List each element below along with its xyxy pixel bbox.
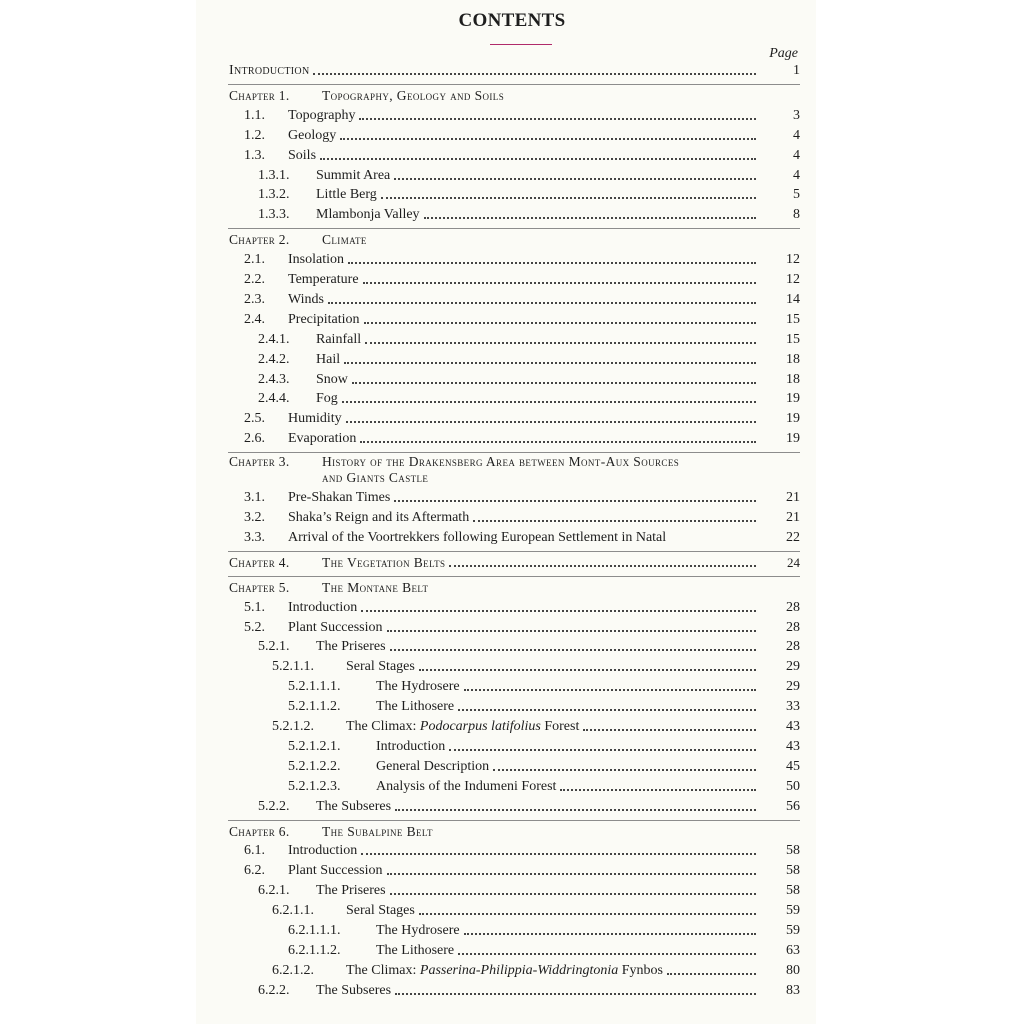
section-title: Hail — [316, 351, 341, 367]
toc-entry-row — [258, 980, 800, 1000]
toc-chapter-row — [229, 577, 800, 597]
page-number: 14 — [786, 291, 800, 307]
chapter-number: Chapter 4. — [229, 554, 290, 570]
chapter-number: Chapter 2. — [229, 232, 290, 248]
page-number: 5 — [793, 187, 800, 203]
section-title: The Priseres — [316, 639, 386, 655]
page-number: 8 — [793, 207, 800, 223]
section-number: 5.2.1.2.3. — [288, 778, 341, 794]
page-number: 56 — [786, 798, 800, 814]
section-title: Pre-Shakan Times — [288, 490, 391, 506]
chapter-number: Chapter 3. — [229, 454, 290, 470]
toc-entry-row — [258, 388, 800, 408]
dot-leader — [365, 342, 756, 344]
chapter-title-continued: and Giants Castle — [322, 470, 429, 486]
section-title: Introduction — [288, 843, 358, 859]
toc-chapter-row — [229, 229, 800, 249]
section-title: Rainfall — [316, 331, 362, 347]
page-number: 1 — [793, 63, 800, 78]
dot-leader — [395, 993, 756, 995]
page-number: 15 — [786, 331, 800, 347]
section-number: 5.2.1.1.1. — [288, 679, 341, 695]
toc-entry-row — [244, 145, 800, 165]
page-number: 19 — [786, 391, 800, 407]
chapter-title: The Montane Belt — [322, 579, 429, 595]
section-number: 2.4.4. — [258, 391, 290, 407]
section-title-species: Podocarpus latifolius — [419, 719, 541, 734]
chapter-number: Chapter 5. — [229, 579, 290, 595]
section-number: 1.3.3. — [258, 207, 290, 223]
page-number: 29 — [786, 679, 800, 695]
toc-entry-row — [244, 860, 800, 880]
dot-leader — [390, 649, 756, 651]
toc-entry-row — [258, 184, 800, 204]
toc-entry-row — [244, 597, 800, 617]
dot-leader — [493, 769, 756, 771]
page-number: 21 — [786, 490, 800, 506]
page-number: 43 — [786, 719, 800, 734]
section-title: Plant Succession — [288, 619, 383, 635]
section-title-species: Passerina-Philippia-Widdringtonia — [419, 962, 619, 978]
section-number: 2.3. — [244, 291, 265, 307]
page-number: 18 — [786, 371, 800, 387]
toc-entry-row — [258, 204, 800, 224]
toc-chapter-row — [229, 85, 800, 105]
toc-chapter-row — [229, 821, 800, 841]
page-number: 4 — [793, 127, 800, 143]
page-number: 58 — [786, 883, 800, 899]
toc-entry-row — [244, 617, 800, 637]
dot-leader — [348, 262, 756, 264]
toc-entry-row — [244, 249, 800, 269]
dot-leader — [320, 158, 756, 160]
page-title: CONTENTS — [458, 10, 566, 31]
dot-leader — [667, 973, 756, 975]
section-number: 5.2.2. — [258, 798, 290, 814]
toc-entry-row — [244, 428, 800, 448]
toc-entry-row — [288, 920, 800, 940]
dot-leader — [387, 873, 757, 875]
section-title: Seral Stages — [346, 903, 415, 919]
section-title: Soils — [288, 147, 317, 163]
toc-entry-row — [244, 269, 800, 289]
chapter-title: The Subalpine Belt — [322, 823, 433, 839]
dot-leader — [473, 520, 756, 522]
dot-leader — [313, 73, 756, 75]
dot-leader — [328, 302, 756, 304]
section-number: 3.3. — [244, 529, 265, 545]
section-number: 5.2.1. — [258, 639, 290, 655]
section-title: Winds — [288, 291, 324, 307]
section-title: The Hydrosere — [376, 923, 460, 938]
section-title: Shaka’s Reign and its Aftermath — [288, 510, 470, 525]
section-number: 2.4. — [244, 311, 265, 327]
toc-chapter-row — [229, 453, 800, 487]
section-title — [346, 962, 663, 980]
section-title: The Lithosere — [376, 699, 455, 715]
toc-entry-row — [244, 105, 800, 125]
section-number: 5.2.1.2.2. — [288, 758, 341, 774]
section-number: 1.3. — [244, 147, 265, 163]
section-number: 2.5. — [244, 411, 265, 427]
dot-leader — [394, 500, 756, 502]
dot-leader — [449, 749, 756, 751]
page-number: 4 — [793, 167, 800, 183]
page-number: 50 — [786, 778, 800, 794]
section-title: The Priseres — [316, 883, 386, 899]
page-number: 15 — [786, 311, 800, 327]
section-title: Plant Succession — [288, 863, 383, 879]
section-number: 5.2. — [244, 619, 265, 635]
page-number: 24 — [787, 554, 800, 570]
toc-entry-row — [258, 165, 800, 185]
page-number: 83 — [786, 982, 800, 998]
section-title: The Subseres — [316, 982, 392, 998]
section-number: 5.2.1.1.2. — [288, 699, 341, 715]
toc-entry-row — [288, 940, 800, 960]
chapter-title: Topography, Geology and Soils — [322, 87, 505, 103]
page-number: 19 — [786, 431, 800, 447]
section-title: Geology — [288, 127, 337, 143]
chapter-title: Climate — [322, 232, 367, 248]
section-title: Temperature — [288, 272, 359, 287]
dot-leader — [344, 362, 756, 364]
section-number: 3.2. — [244, 510, 265, 525]
page-number: 80 — [786, 962, 800, 978]
page-number: 45 — [786, 758, 800, 774]
page-number: 19 — [786, 411, 800, 427]
section-title: Precipitation — [288, 311, 360, 327]
page-column-header: Page — [769, 46, 798, 61]
page-number: 22 — [786, 529, 800, 545]
toc-entry-row — [272, 716, 800, 736]
section-number: 2.2. — [244, 272, 265, 287]
section-number: 5.2.1.1. — [272, 659, 314, 675]
section-number: 6.2.2. — [258, 982, 290, 998]
section-title: Arrival of the Voortrekkers following European Settlement in Natal — [288, 529, 667, 545]
page-number: 28 — [786, 619, 800, 635]
toc-entry-row — [244, 289, 800, 309]
section-title: Evaporation — [288, 431, 357, 447]
toc-entry-row — [244, 309, 800, 329]
page-number: 29 — [786, 659, 800, 675]
dot-leader — [390, 893, 756, 895]
page-number: 3 — [793, 107, 800, 123]
section-number: 2.1. — [244, 252, 265, 268]
section-number: 5.2.1.2.1. — [288, 738, 341, 754]
dot-leader — [352, 382, 756, 384]
toc-entry-row — [244, 507, 800, 527]
toc-entry-row — [288, 776, 800, 796]
dot-leader — [464, 933, 756, 935]
toc-chapter-row — [229, 552, 800, 572]
section-title: Seral Stages — [346, 659, 415, 675]
toc-entry-row — [272, 656, 800, 676]
page-number: 4 — [793, 147, 800, 163]
page-number: 59 — [786, 903, 800, 919]
chapter-title: History of the Drakensberg Area between Mont-Aux Sources — [322, 454, 680, 470]
toc-entry-row — [244, 487, 800, 507]
toc-entry-row — [258, 329, 800, 349]
section-title: Little Berg — [316, 187, 377, 203]
section-title: Mlambonja Valley — [316, 207, 420, 223]
section-title-prefix: The Climax: — [346, 962, 420, 978]
section-number: 1.3.1. — [258, 167, 290, 183]
dot-leader — [458, 953, 756, 955]
section-title: The Lithosere — [376, 942, 455, 958]
dot-leader — [360, 441, 756, 443]
page-number: 58 — [786, 843, 800, 859]
chapter-number: Chapter 6. — [229, 823, 290, 839]
section-title-suffix: Forest — [540, 719, 580, 734]
section-number: 6.2.1. — [258, 883, 290, 899]
chapter-number: Chapter 1. — [229, 87, 290, 103]
dot-leader — [458, 709, 756, 711]
page-number: 12 — [786, 252, 800, 268]
page-number: 28 — [786, 599, 800, 615]
page-number: 18 — [786, 351, 800, 367]
dot-leader — [361, 853, 756, 855]
toc-entry-row — [288, 696, 800, 716]
dot-leader — [361, 610, 756, 612]
page-number: 21 — [786, 510, 800, 525]
dot-leader — [363, 282, 756, 284]
page-number: 28 — [786, 639, 800, 655]
dot-leader — [583, 729, 756, 731]
section-title: Humidity — [288, 411, 342, 427]
section-title: The Hydrosere — [376, 679, 460, 695]
page-number: 12 — [786, 272, 800, 287]
page-number: 59 — [786, 923, 800, 938]
dot-leader — [359, 118, 756, 120]
dot-leader — [419, 669, 756, 671]
section-number: 6.2. — [244, 863, 265, 879]
section-number: 6.1. — [244, 843, 265, 859]
section-number: 1.2. — [244, 127, 265, 143]
section-title: Insolation — [288, 252, 344, 268]
toc-entry-row — [244, 408, 800, 428]
section-number: 5.2.1.2. — [272, 719, 314, 734]
section-title-prefix: The Climax: — [346, 719, 420, 734]
toc-entry-row — [244, 840, 800, 860]
section-number: 6.2.1.1.1. — [288, 923, 341, 938]
toc-entry-row — [258, 636, 800, 656]
dot-leader — [394, 178, 756, 180]
toc-entry-row — [258, 880, 800, 900]
section-title: Analysis of the Indumeni Forest — [376, 778, 557, 794]
dot-leader — [395, 809, 756, 811]
toc-entry-row — [288, 736, 800, 756]
section-title: General Description — [376, 758, 490, 774]
section-title: Summit Area — [316, 167, 391, 183]
dot-leader — [340, 138, 756, 140]
section-number: 6.2.1.1.2. — [288, 942, 341, 958]
section-number: 2.4.2. — [258, 351, 290, 367]
dot-leader — [464, 689, 756, 691]
dot-leader — [419, 913, 756, 915]
page-number: 33 — [786, 699, 800, 715]
dot-leader — [424, 217, 756, 219]
toc-entry-row — [258, 796, 800, 816]
section-title-suffix: Fynbos — [618, 962, 663, 978]
section-number: 2.6. — [244, 431, 265, 447]
section-number: 1.3.2. — [258, 187, 290, 203]
toc-entry-row — [272, 960, 800, 980]
dot-leader — [364, 322, 756, 324]
section-title: Introduction — [376, 738, 446, 754]
page-number: 63 — [786, 942, 800, 958]
dot-leader — [381, 197, 756, 199]
section-number: 2.4.1. — [258, 331, 290, 347]
toc-entry-label: Introduction — [229, 63, 310, 78]
page-number: 43 — [786, 738, 800, 754]
section-title: Introduction — [288, 599, 358, 615]
chapter-title: The Vegetation Belts — [322, 554, 446, 570]
toc-entry-row — [244, 527, 800, 547]
toc-entry-row — [272, 900, 800, 920]
dot-leader — [387, 630, 757, 632]
toc-entry-row — [258, 369, 800, 389]
section-number: 1.1. — [244, 107, 265, 123]
section-number: 6.2.1.1. — [272, 903, 314, 919]
section-number: 6.2.1.2. — [272, 962, 314, 978]
dot-leader — [560, 789, 756, 791]
section-number: 5.1. — [244, 599, 265, 615]
dot-leader — [346, 421, 756, 423]
page-number: 58 — [786, 863, 800, 879]
section-title: Fog — [316, 391, 338, 407]
toc-entry-row — [258, 349, 800, 369]
toc-intro-row — [229, 60, 800, 80]
section-number: 2.4.3. — [258, 371, 290, 387]
dot-leader — [449, 565, 756, 567]
section-title: The Subseres — [316, 798, 392, 814]
section-title: Topography — [288, 107, 356, 123]
toc-entry-row — [288, 676, 800, 696]
dot-leader — [342, 401, 756, 403]
toc-entry-row — [244, 125, 800, 145]
section-number: 3.1. — [244, 490, 265, 506]
section-title: Snow — [316, 371, 348, 387]
toc-entry-row — [288, 756, 800, 776]
section-title — [346, 718, 579, 736]
